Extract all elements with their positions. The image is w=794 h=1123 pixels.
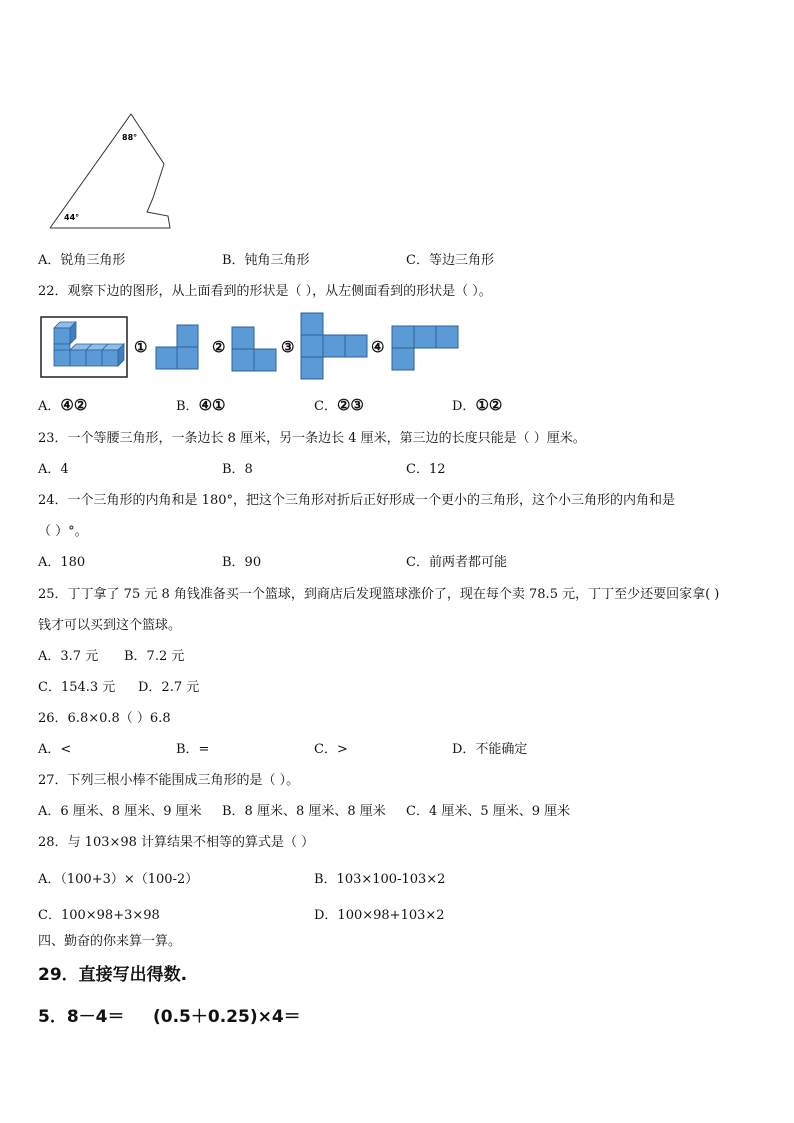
q26-stem: 26．6.8×0.8（ ）6.8 xyxy=(38,711,171,726)
q23-option-a[interactable]: A．4 xyxy=(38,462,69,477)
q27-option-a[interactable]: A．6 厘米、8 厘米、9 厘米 xyxy=(38,804,202,819)
q23-option-b[interactable]: B．8 xyxy=(222,462,253,477)
q21-option-c[interactable]: C．等边三角形 xyxy=(406,253,494,268)
q29-expression-1: 5．8－4＝ xyxy=(38,1007,125,1027)
q22-option-b[interactable]: B．④① xyxy=(176,396,226,414)
view-3-figure xyxy=(300,312,370,380)
q22-option-d[interactable]: D．①② xyxy=(452,396,503,414)
q28-option-c[interactable]: C．100×98+3×98 xyxy=(38,908,160,923)
view-2-figure xyxy=(231,326,277,372)
q25-option-d[interactable]: D．2.7 元 xyxy=(138,680,200,695)
q24-stem-line2: （ ）°。 xyxy=(38,524,88,539)
q25-option-b[interactable]: B．7.2 元 xyxy=(124,649,185,664)
q21-option-b[interactable]: B．钝角三角形 xyxy=(222,253,310,268)
q26-option-d[interactable]: D．不能确定 xyxy=(452,742,528,757)
q27-stem: 27．下列三根小棒不能围成三角形的是（ ）。 xyxy=(38,773,300,788)
fig-label-3: ③ xyxy=(281,338,295,356)
q26-option-a[interactable]: A．< xyxy=(38,742,72,757)
q25-stem-line2: 钱才可以买到这个篮球。 xyxy=(38,618,182,633)
q24-option-b[interactable]: B．90 xyxy=(222,555,262,570)
q22-option-a[interactable]: A．④② xyxy=(38,396,88,414)
triangle-figure xyxy=(44,108,176,232)
angle-bottom-label: 44° xyxy=(64,213,80,222)
q23-option-c[interactable]: C．12 xyxy=(406,462,446,477)
q25-option-c[interactable]: C．154.3 元 xyxy=(38,680,116,695)
fig-label-4: ④ xyxy=(371,338,385,356)
q28-stem: 28．与 103×98 计算结果不相等的算式是（ ） xyxy=(38,835,315,850)
section-4-heading: 四、勤奋的你来算一算。 xyxy=(38,934,182,949)
q26-option-c[interactable]: C．> xyxy=(314,742,348,757)
q21-option-a[interactable]: A．锐角三角形 xyxy=(38,253,126,268)
q27-option-b[interactable]: B．8 厘米、8 厘米、8 厘米 xyxy=(222,804,386,819)
q25-option-a[interactable]: A．3.7 元 xyxy=(38,649,99,664)
view-1-figure xyxy=(155,324,199,370)
fig-label-1: ① xyxy=(134,338,148,356)
q27-option-c[interactable]: C．4 厘米、5 厘米、9 厘米 xyxy=(406,804,571,819)
q28-option-d[interactable]: D．100×98+103×2 xyxy=(314,908,445,923)
q24-option-a[interactable]: A．180 xyxy=(38,555,86,570)
q25-stem-line1: 25．丁丁拿了 75 元 8 角钱准备买一个篮球，到商店后发现篮球涨价了，现在每个卖 78.5 元，丁丁至少还要回家拿( ) xyxy=(38,587,720,602)
q29-expression-2: (0.5＋0.25)×4＝ xyxy=(153,1007,301,1027)
view-4-figure xyxy=(391,325,461,371)
q29-stem: 29．直接写出得数. xyxy=(38,965,188,985)
fig-label-2: ② xyxy=(212,338,226,356)
cube-model-figure xyxy=(40,316,128,378)
q26-option-b[interactable]: B．= xyxy=(176,742,210,757)
q28-option-b[interactable]: B．103×100-103×2 xyxy=(314,872,446,887)
angle-top-label: 88° xyxy=(122,133,138,142)
q24-stem-line1: 24．一个三角形的内角和是 180°，把这个三角形对折后正好形成一个更小的三角形，这个小三角形的内角和是 xyxy=(38,493,675,508)
q24-option-c[interactable]: C．前两者都可能 xyxy=(406,555,507,570)
q28-option-a[interactable]: A．（100+3）×（100-2） xyxy=(38,872,199,887)
q22-option-c[interactable]: C．②③ xyxy=(314,396,364,414)
q22-stem: 22．观察下边的图形，从上面看到的形状是（ ），从左侧面看到的形状是（ ）。 xyxy=(38,284,492,299)
q23-stem: 23．一个等腰三角形，一条边长 8 厘米，另一条边长 4 厘米，第三边的长度只能是（ ）厘米。 xyxy=(38,431,586,446)
